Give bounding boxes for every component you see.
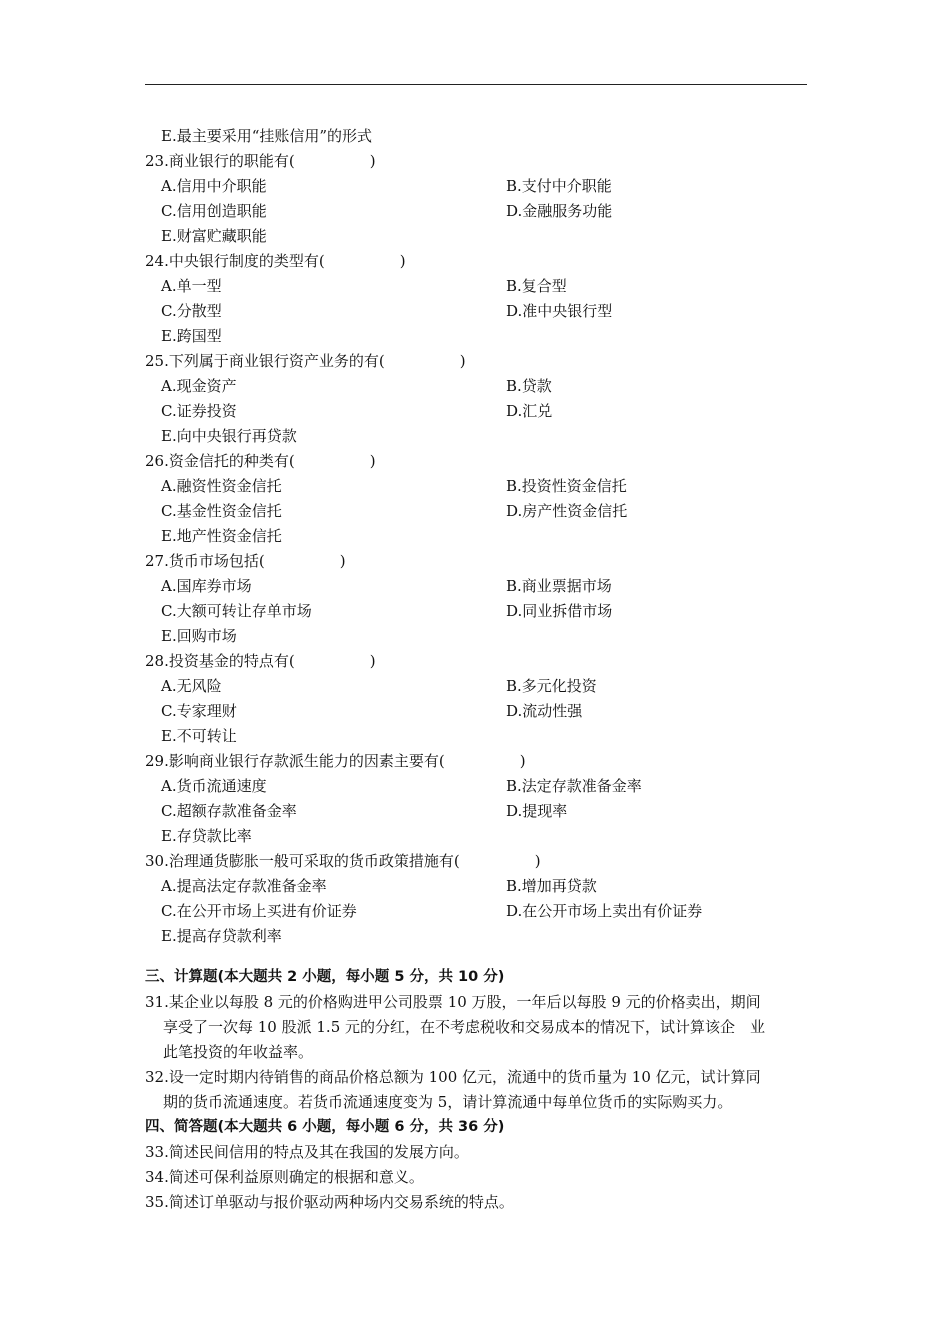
question-block (145, 249, 807, 349)
option-row (145, 674, 807, 699)
question-stem: 24.中央银行制度的类型有( ) (145, 252, 406, 270)
option-d: D.准中央银行型 (506, 302, 613, 320)
question-stem: 25.下列属于商业银行资产业务的有( ) (145, 352, 466, 370)
option-row (145, 174, 807, 199)
question-stem: 29.影响商业银行存款派生能力的因素主要有( ) (145, 752, 526, 770)
question-block (145, 649, 807, 749)
option-row (145, 799, 807, 824)
question-33: 33.简述民间信用的特点及其在我国的发展方向。 (145, 1143, 469, 1161)
option-a: A.融资性资金信托 (161, 477, 282, 495)
option-row (145, 599, 807, 624)
section3-heading: 三、计算题(本大题共 2 小题，每小题 5 分，共 10 分) (145, 969, 505, 985)
option-e: E.提高存贷款利率 (161, 927, 282, 945)
option-c: C.基金性资金信托 (161, 502, 282, 520)
option-a: A.国库券市场 (161, 577, 252, 595)
question-32 (145, 1065, 807, 1115)
option-d: D.房产性资金信托 (506, 502, 628, 520)
option-row (145, 574, 807, 599)
question-stem: 27.货币市场包括( ) (145, 552, 346, 570)
option-c: C.信用创造职能 (161, 202, 267, 220)
question-block (145, 749, 807, 849)
option-e: E.不可转让 (161, 727, 237, 745)
question-stem: 30.治理通货膨胀一般可采取的货币政策措施有( ) (145, 852, 541, 870)
option-b: B.多元化投资 (506, 677, 597, 695)
option-a: A.信用中介职能 (161, 177, 267, 195)
option-b: B.投资性资金信托 (506, 477, 627, 495)
question-31-line: 此笔投资的年收益率。 (163, 1043, 314, 1061)
option-row (145, 374, 807, 399)
option-d: D.在公开市场上卖出有价证券 (506, 902, 703, 920)
option-row (145, 499, 807, 524)
multiple-choice-questions (145, 149, 807, 949)
option-e: E.向中央银行再贷款 (161, 427, 297, 445)
question-stem: 28.投资基金的特点有( ) (145, 652, 376, 670)
option-b: B.支付中介职能 (506, 177, 612, 195)
option-c: C.证券投资 (161, 402, 237, 420)
option-row (145, 299, 807, 324)
question-stem: 26.资金信托的种类有( ) (145, 452, 376, 470)
option-row (145, 774, 807, 799)
q22-option-e: E.最主要采用“挂账信用”的形式 (161, 127, 373, 145)
question-35: 35.简述订单驱动与报价驱动两种场内交易系统的特点。 (145, 1193, 514, 1211)
option-e: E.跨国型 (161, 327, 222, 345)
question-31-line: 享受了一次每 10 股派 1.5 元的分红，在不考虑税收和交易成本的情况下，试计算该企 业 (163, 1018, 766, 1036)
document-body (145, 124, 807, 1215)
option-b: B.复合型 (506, 277, 567, 295)
option-b: B.增加再贷款 (506, 877, 597, 895)
question-block (145, 549, 807, 649)
question-32-line: 期的货币流通速度。若货币流通速度变为 5，请计算流通中每单位货币的实际购买力。 (163, 1093, 733, 1111)
question-31 (145, 990, 807, 1065)
option-e: E.存贷款比率 (161, 827, 252, 845)
header-rule (145, 84, 807, 85)
option-c: C.在公开市场上买进有价证券 (161, 902, 357, 920)
option-c: C.超额存款准备金率 (161, 802, 297, 820)
question-block (145, 449, 807, 549)
option-b: B.法定存款准备金率 (506, 777, 642, 795)
option-d: D.提现率 (506, 802, 568, 820)
option-d: D.金融服务功能 (506, 202, 613, 220)
option-a: A.单一型 (161, 277, 222, 295)
option-row (145, 474, 807, 499)
option-d: D.汇兑 (506, 402, 553, 420)
question-31-line: 31.某企业以每股 8 元的价格购进甲公司股票 10 万股，一年后以每股 9 元的价格卖出，期间 (145, 993, 761, 1011)
option-row (145, 274, 807, 299)
option-a: A.提高法定存款准备金率 (161, 877, 327, 895)
option-e: E.地产性资金信托 (161, 527, 282, 545)
question-stem: 23.商业银行的职能有( ) (145, 152, 376, 170)
option-d: D.同业拆借市场 (506, 602, 613, 620)
option-row (145, 899, 807, 924)
question-block (145, 349, 807, 449)
option-d: D.流动性强 (506, 702, 583, 720)
option-a: A.无风险 (161, 677, 222, 695)
option-c: C.大额可转让存单市场 (161, 602, 312, 620)
option-b: B.贷款 (506, 377, 552, 395)
section4-heading: 四、简答题(本大题共 6 小题，每小题 6 分，共 36 分) (145, 1119, 505, 1135)
option-row (145, 199, 807, 224)
option-e: E.回购市场 (161, 627, 237, 645)
question-block (145, 849, 807, 949)
option-a: A.现金资产 (161, 377, 237, 395)
option-c: C.专家理财 (161, 702, 237, 720)
option-c: C.分散型 (161, 302, 222, 320)
option-b: B.商业票据市场 (506, 577, 612, 595)
option-a: A.货币流通速度 (161, 777, 267, 795)
option-row (145, 699, 807, 724)
option-row (145, 399, 807, 424)
option-row (145, 874, 807, 899)
question-34: 34.简述可保利益原则确定的根据和意义。 (145, 1168, 424, 1186)
question-block (145, 149, 807, 249)
option-e: E.财富贮藏职能 (161, 227, 267, 245)
question-32-line: 32.设一定时期内待销售的商品价格总额为 100 亿元，流通中的货币量为 10 亿元，试计算同 (145, 1068, 761, 1086)
